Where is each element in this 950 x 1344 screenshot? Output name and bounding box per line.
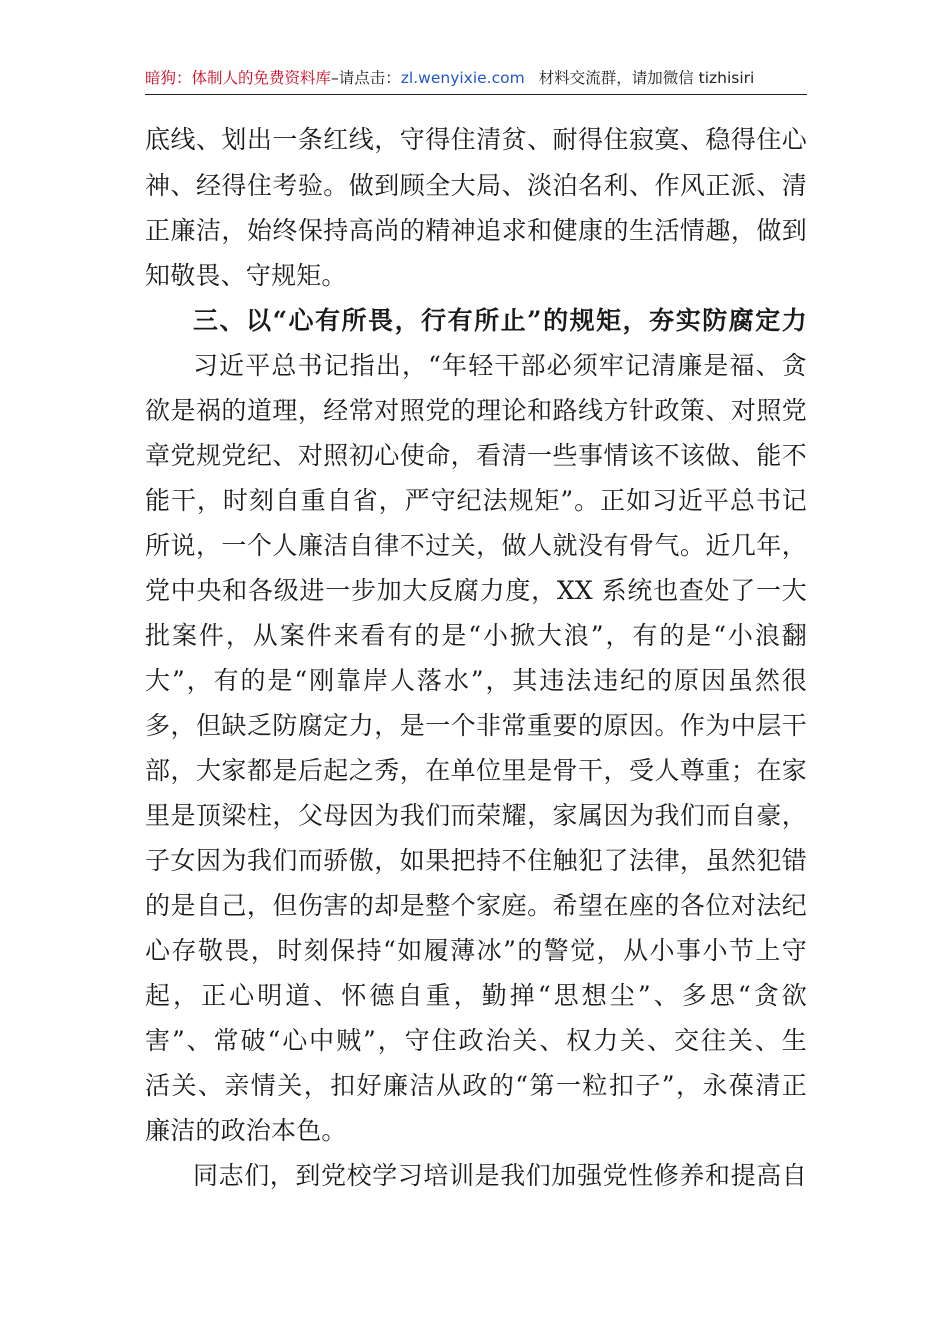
text-line: 底线、划出一条红线，守得住清贫、耐得住寂寞、稳得住心	[145, 125, 807, 154]
text-line: 神、经得住考验。做到顾全大局、淡泊名利、作风正派、清	[145, 171, 807, 200]
page-header	[145, 66, 807, 95]
text-line: 同志们，到党校学习培训是我们加强党性修养和提高自	[193, 1161, 807, 1190]
header-click-prompt: –请点击：	[331, 69, 401, 87]
text-line: 活关、亲情关，扣好廉洁从政的“第一粒扣子”，永葆清正	[145, 1071, 807, 1100]
text-line: 所说，一个人廉洁自律不过关，做人就没有骨气。近几年，	[145, 531, 807, 560]
text-line: 批案件，从案件来看有的是“小掀大浪”，有的是“小浪翻	[145, 621, 807, 650]
text-line: 的是自己，但伤害的却是整个家庭。希望在座的各位对法纪	[145, 891, 807, 920]
text-line: 知敬畏、守规矩。	[145, 261, 347, 290]
text-line: 大”，有的是“刚靠岸人落水”，其违法违纪的原因虽然很	[145, 666, 807, 695]
text-line: 能干，时刻自重自省，严守纪法规矩”。正如习近平总书记	[145, 486, 807, 515]
header-wechat-note: 材料交流群，请加微信 tizhisiri	[538, 69, 755, 87]
text-line: 起，正心明道、怀德自重，勤掸“思想尘”、多思“贪欲	[145, 981, 807, 1010]
text-line: 廉洁的政治本色。	[145, 1116, 347, 1145]
text-line: 多，但缺乏防腐定力，是一个非常重要的原因。作为中层干	[145, 711, 807, 740]
section-heading: 三、以“心有所畏，行有所止”的规矩，夯实防腐定力	[193, 306, 807, 335]
text-line: 害”、常破“心中贼”，守住政治关、权力关、交往关、生	[145, 1026, 807, 1055]
text-line: 里是顶梁柱，父母因为我们而荣耀，家属因为我们而自豪，	[145, 801, 807, 830]
text-line: 心存敬畏，时刻保持“如履薄冰”的警觉，从小事小节上守	[145, 936, 807, 965]
text-line: 章党规党纪、对照初心使命，看清一些事情该不该做、能不	[145, 441, 807, 470]
text-line: 正廉洁，始终保持高尚的精神追求和健康的生活情趣，做到	[145, 216, 807, 245]
text-line: 习近平总书记指出，“年轻干部必须牢记清廉是福、贪	[193, 351, 807, 380]
header-site-name: 暗狗：体制人的免费资料库	[145, 69, 332, 87]
text-line: 欲是祸的道理，经常对照党的理论和路线方针政策、对照党	[145, 396, 807, 425]
text-line: 党中央和各级进一步加大反腐力度，XX 系统也查处了一大	[145, 576, 807, 605]
text-line: 子女因为我们而骄傲，如果把持不住触犯了法律，虽然犯错	[145, 846, 807, 875]
text-line: 部，大家都是后起之秀，在单位里是骨干，受人尊重；在家	[145, 756, 807, 785]
header-url-link[interactable]: zl.wenyixie.com	[400, 69, 525, 87]
